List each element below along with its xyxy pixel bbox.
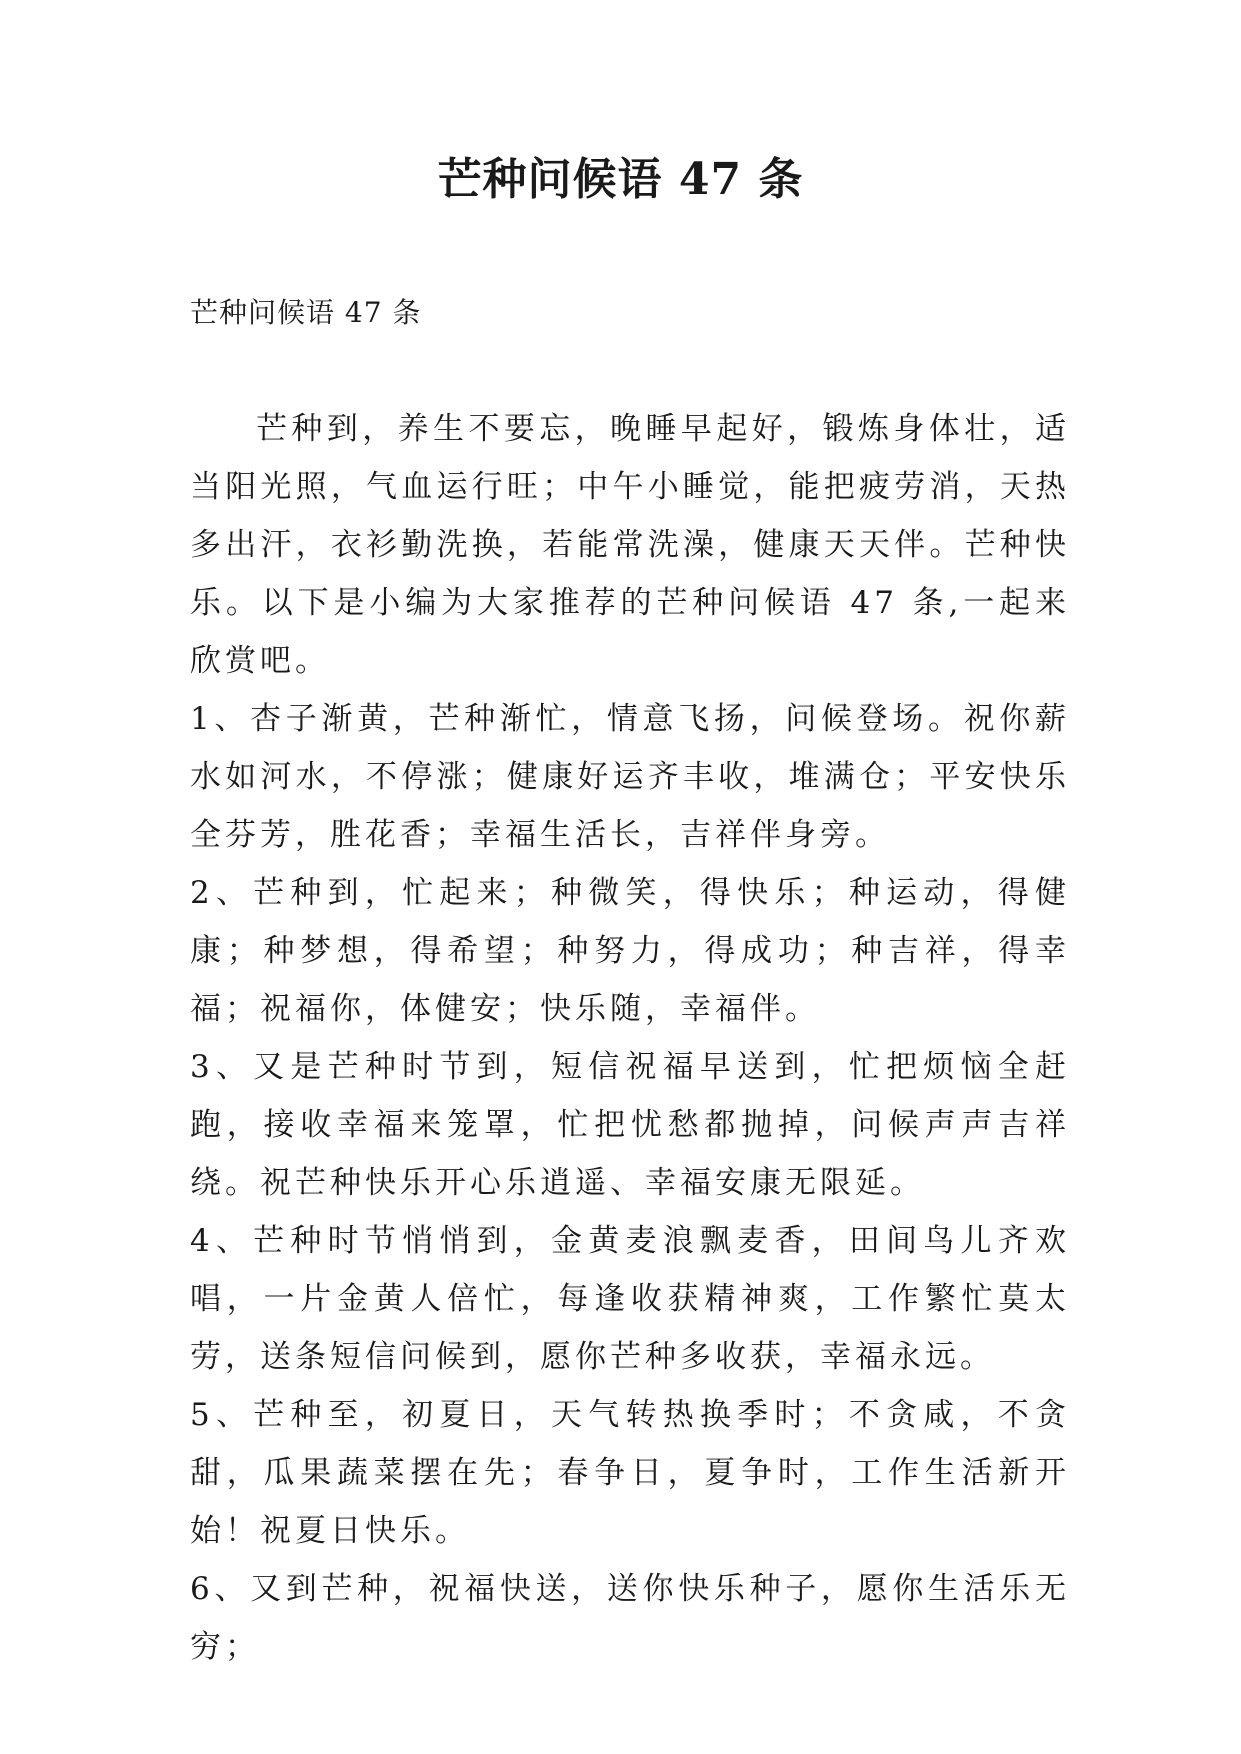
greeting-item-4: 4、芒种时节悄悄到，金黄麦浪飘麦香，田间鸟儿齐欢唱，一片金黄人倍忙，每逢收获精神爽，工作繁忙莫太劳，送条短信问候到，愿你芒种多收获，幸福永远。 (190, 1223, 1070, 1375)
greeting-item-3: 3、又是芒种时节到，短信祝福早送到，忙把烦恼全赶跑，接收幸福来笼罩，忙把忧愁都抛掉，问候声声吉祥绕。祝芒种快乐开心乐逍遥、幸福安康无限延。 (190, 1049, 1070, 1201)
greeting-item-5: 5、芒种至，初夏日，天气转热换季时；不贪咸，不贪甜，瓜果蔬菜摆在先；春争日，夏争时，工作生活新开始！祝夏日快乐。 (190, 1397, 1070, 1549)
intro-paragraph: 芒种到，养生不要忘，晚睡早起好，锻炼身体壮，适当阳光照，气血运行旺；中午小睡觉，能把疲劳消，天热多出汗，衣衫勤洗换，若能常洗澡，健康天天伴。芒种快乐。以下是小编为大家推荐的芒种问候语 47 条,一起来欣赏吧。 (190, 411, 1070, 679)
document-body (190, 400, 1070, 1676)
greeting-item-6: 6、又到芒种，祝福快送，送你快乐种子，愿你生活乐无穷； (190, 1571, 1070, 1665)
document-subtitle: 芒种问候语 47 条 (190, 296, 422, 329)
document-title: 芒种问候语 47 条 (437, 154, 804, 205)
greeting-item-2: 2、芒种到，忙起来；种微笑，得快乐；种运动，得健康；种梦想，得希望；种努力，得成功；种吉祥，得幸福；祝福你，体健安；快乐随，幸福伴。 (190, 875, 1070, 1027)
greeting-item-1: 1、杏子渐黄，芒种渐忙，情意飞扬，问候登场。祝你薪水如河水，不停涨；健康好运齐丰收，堆满仓；平安快乐全芬芳，胜花香；幸福生活长，吉祥伴身旁。 (190, 701, 1070, 853)
